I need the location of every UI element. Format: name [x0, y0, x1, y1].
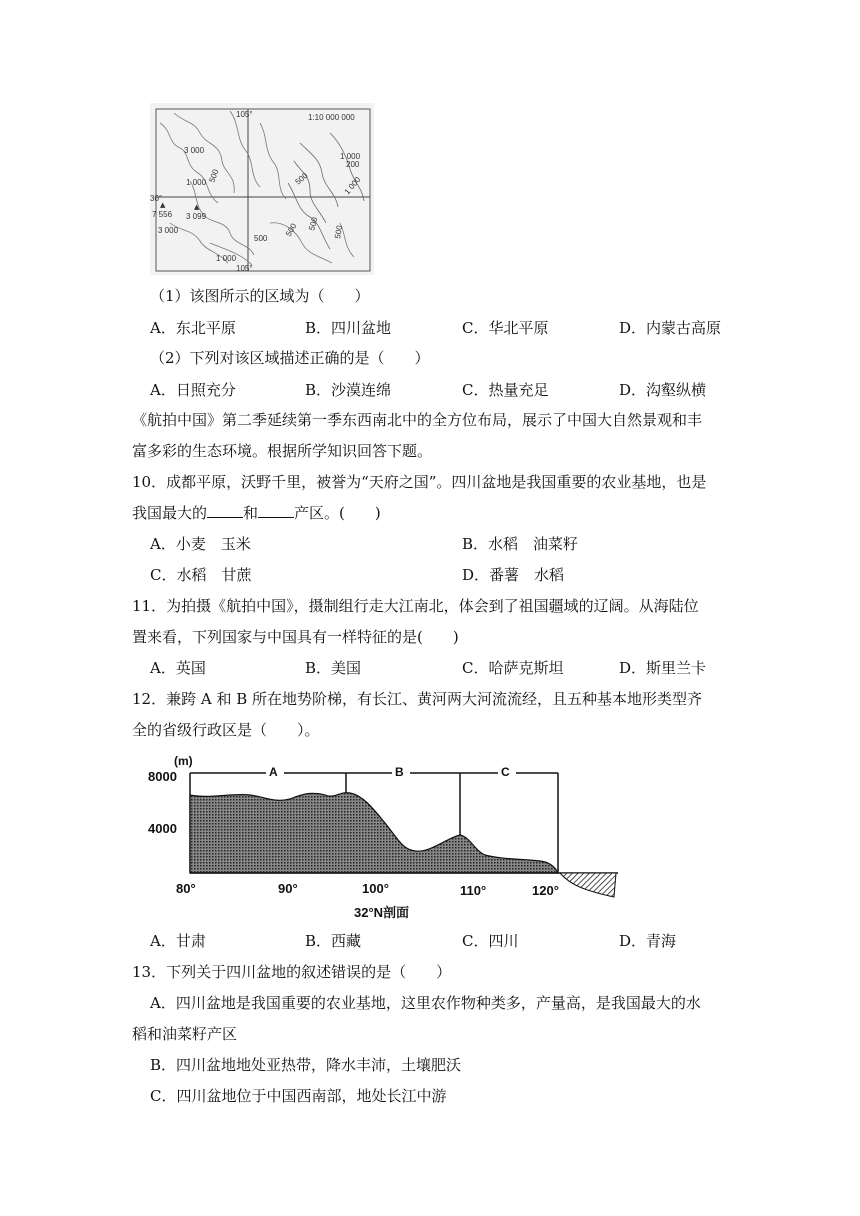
q13-option-c[interactable]: C．四川盆地位于中国西南部，地处长江中游: [150, 1087, 447, 1105]
q13-option-a-line-2[interactable]: 稻和油菜籽产区: [132, 1025, 238, 1043]
q10-stem-text-c: 产区。( ): [294, 504, 381, 522]
map-contour-label: 3 000: [158, 226, 179, 235]
q10-stem-text-a: 我国最大的: [132, 504, 208, 522]
map-contour-label: 500: [307, 216, 320, 232]
map-contour-label: 1 000: [216, 254, 237, 263]
q11-stem-line-1: 11．为拍摄《航拍中国》，摄制组行走大江南北，体会到了祖国疆域的辽阔。从海陆位: [132, 597, 699, 615]
profile-segment-label: C: [501, 765, 510, 779]
q10-option-d[interactable]: D．番薯 水稻: [462, 566, 565, 584]
map-scale: 1:10 000 000: [308, 113, 355, 122]
profile-x-tick: 100°: [362, 881, 389, 896]
q10-stem-line-2: [132, 503, 381, 523]
map-contour-label: 1 000: [186, 178, 207, 187]
map-contour-label: 3 000: [184, 146, 205, 155]
map-lat: 30°: [150, 194, 163, 203]
terrain-profile-svg: [140, 745, 630, 925]
profile-unit: (m): [174, 754, 193, 768]
profile-x-tick: 80°: [176, 881, 196, 896]
map-contour-label: 500: [254, 234, 268, 243]
map-peak-marker: ▲: [194, 203, 200, 211]
q10-option-b[interactable]: B．水稻 油菜籽: [462, 535, 579, 553]
profile-x-tick: 120°: [532, 883, 559, 898]
profile-x-tick: 110°: [460, 883, 487, 898]
profile-x-tick: 90°: [278, 881, 298, 896]
q12-option-b[interactable]: B．西藏: [305, 932, 362, 950]
map-peak-elevation: 3 099: [186, 212, 207, 221]
profile-segment-label: A: [269, 765, 278, 779]
map-contour-label: 1 000: [340, 152, 361, 161]
q11-option-a[interactable]: A．英国: [150, 659, 206, 677]
map-contour-label: 500: [293, 171, 310, 187]
q10-stem-text-b: 和: [243, 504, 259, 522]
map-peak-elevation: 7 556: [152, 210, 173, 219]
topographic-map: [150, 103, 374, 275]
map-contour-label: 500: [283, 221, 299, 238]
q9-2-option-d[interactable]: D．沟壑纵横: [619, 381, 707, 399]
map-lon-top: 105°: [236, 110, 253, 119]
q13-option-a-line-1[interactable]: A．四川盆地是我国重要的农业基地，这里农作物种类多，产量高，是我国最大的水: [150, 994, 701, 1012]
topographic-map-svg: [150, 103, 374, 275]
intro-line-2: 富多彩的生态环境。根据所学知识回答下题。: [132, 442, 433, 460]
q9-1-option-d[interactable]: D．内蒙古高原: [619, 319, 722, 337]
q11-option-c[interactable]: C．哈萨克斯坦: [462, 659, 564, 677]
q9-2-option-b[interactable]: B．沙漠连绵: [305, 381, 392, 399]
terrain-profile-figure: [140, 745, 630, 925]
q9-1-stem: （1）该图所示的区域为（ ）: [150, 287, 370, 305]
profile-ocean-floor: [560, 873, 616, 897]
intro-line-1: 《航拍中国》第二季延续第一季东西南北中的全方位布局，展示了中国大自然景观和丰: [132, 411, 703, 429]
q12-option-d[interactable]: D．青海: [619, 932, 677, 950]
q9-1-option-c[interactable]: C．华北平原: [462, 319, 549, 337]
q9-2-option-a[interactable]: A．日照充分: [150, 381, 236, 399]
q12-option-c[interactable]: C．四川: [462, 932, 519, 950]
q9-1-option-b[interactable]: B．四川盆地: [305, 319, 392, 337]
q9-2-stem: （2）下列对该区域描述正确的是（ ）: [150, 349, 430, 367]
map-contour-label: 1 000: [342, 175, 363, 197]
profile-y-tick: 4000: [148, 821, 177, 836]
profile-caption: 32°N剖面: [354, 905, 410, 920]
q10-blank-2: [258, 505, 294, 518]
profile-terrain: [190, 793, 558, 873]
q10-blank-1: [207, 505, 243, 518]
q10-option-a[interactable]: A．小麦 玉米: [150, 535, 251, 553]
q13-stem: 13．下列关于四川盆地的叙述错误的是（ ）: [132, 963, 452, 981]
q10-stem-line-1: 10．成都平原，沃野千里，被誉为“天府之国”。四川盆地是我国重要的农业基地，也是: [132, 473, 707, 491]
q12-stem-line-2: 全的省级行政区是（ ）。: [132, 721, 320, 739]
q9-1-option-a[interactable]: A．东北平原: [150, 319, 236, 337]
profile-segment-label: B: [395, 765, 404, 779]
q13-option-b[interactable]: B．四川盆地地处亚热带，降水丰沛，土壤肥沃: [150, 1056, 462, 1074]
map-contour-label: 500: [207, 168, 221, 184]
q10-option-c[interactable]: C．水稻 甘蔗: [150, 566, 252, 584]
q11-option-d[interactable]: D．斯里兰卡: [619, 659, 707, 677]
profile-y-tick: 8000: [148, 769, 177, 784]
map-lon-bottom: 105°: [236, 264, 253, 273]
q11-stem-line-2: 置来看，下列国家与中国具有一样特征的是( ): [132, 628, 459, 646]
map-contour-label: 200: [346, 160, 360, 169]
q9-2-option-c[interactable]: C．热量充足: [462, 381, 549, 399]
q12-option-a[interactable]: A．甘肃: [150, 932, 206, 950]
q12-stem-line-1: 12．兼跨 A 和 B 所在地势阶梯，有长江、黄河两大河流流经，且五种基本地形类型齐: [132, 690, 703, 708]
q11-option-b[interactable]: B．美国: [305, 659, 362, 677]
map-peak-marker: ▲: [160, 201, 166, 209]
map-contour-label: 500: [333, 224, 345, 240]
